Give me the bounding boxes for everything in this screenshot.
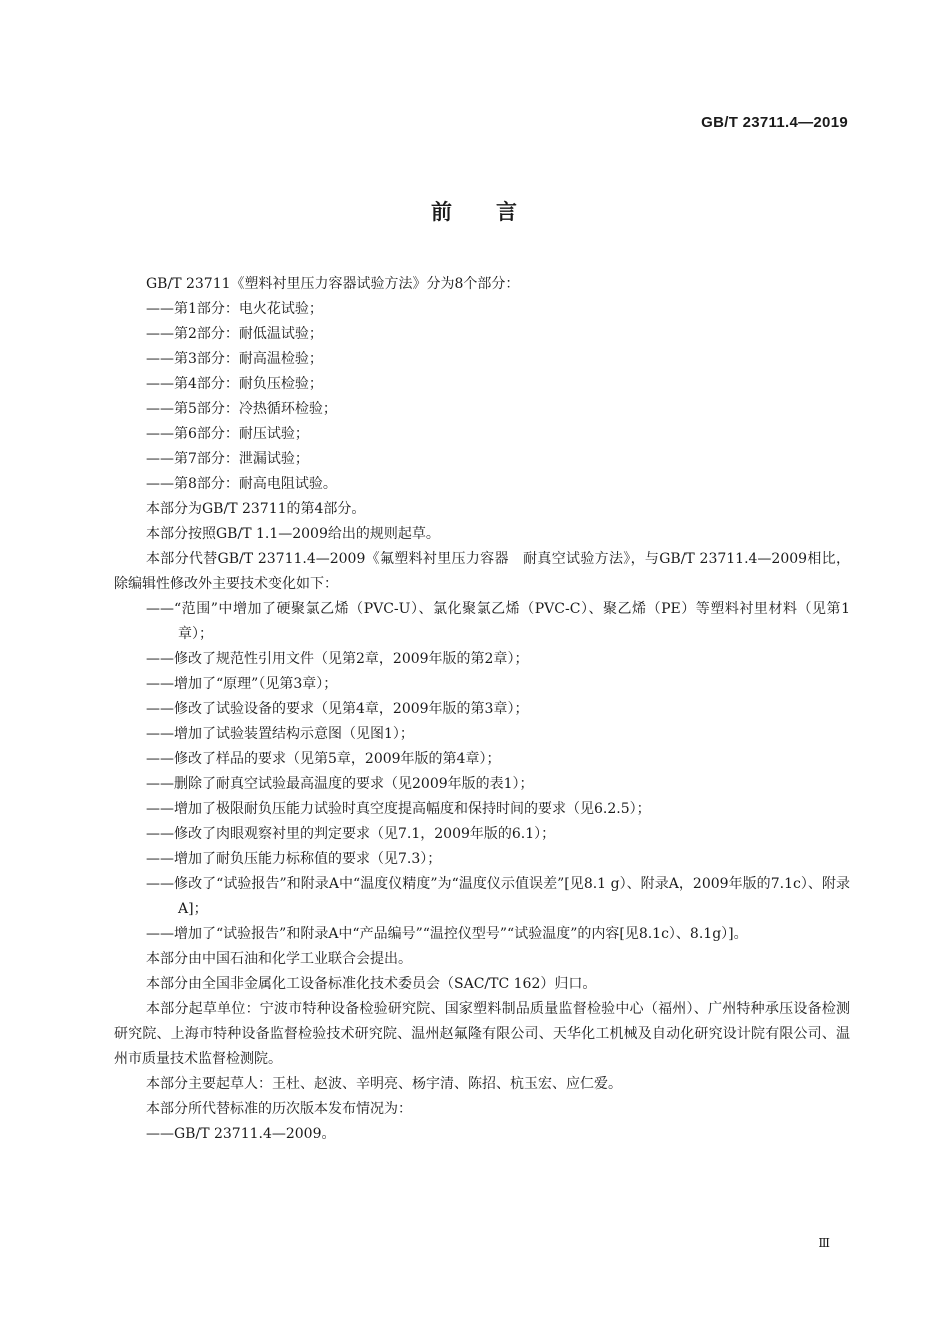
page-number: Ⅲ	[818, 1236, 830, 1250]
list-item: ——第1部分：电火花试验；	[146, 301, 323, 317]
list-item: ——增加了“试验报告”和附录A中“产品编号”“温控仪型号”“试验温度”的内容[见8.1c）、8.1g）]。	[146, 926, 748, 942]
list-item: ——GB/T 23711.4—2009。	[146, 1126, 336, 1142]
paragraph: 本部分代替GB/T 23711.4—2009《氟塑料衬里压力容器 耐真空试验方法》，与GB/T 23711.4—2009相比，除编辑性修改外主要技术变化如下：	[114, 551, 850, 592]
list-item: ——修改了样品的要求（见第5章，2009年版的第4章）；	[146, 751, 501, 767]
paragraph: 本部分由中国石油和化学工业联合会提出。	[146, 951, 412, 967]
list-item: ——修改了试验设备的要求（见第4章，2009年版的第3章）；	[146, 701, 529, 717]
list-item: ——删除了耐真空试验最高温度的要求（见2009年版的表1）；	[146, 776, 534, 792]
title-char-1: 前	[431, 200, 454, 224]
list-item: ——第6部分：耐压试验；	[146, 426, 309, 442]
list-item: ——增加了极限耐负压能力试验时真空度提高幅度和保持时间的要求（见6.2.5）；	[146, 801, 651, 817]
list-item: ——修改了“试验报告”和附录A中“温度仪精度”为“温度仪示值误差”[见8.1 g）、附录A，2009年版的7.1c）、附录A]；	[146, 876, 850, 917]
list-item: ——“范围”中增加了硬聚氯乙烯（PVC-U）、氯化聚氯乙烯（PVC-C）、聚乙烯（PE）等塑料衬里材料（见第1章）；	[146, 601, 850, 642]
list-item: ——修改了肉眼观察衬里的判定要求（见7.1，2009年版的6.1）；	[146, 826, 556, 842]
list-item: ——增加了试验装置结构示意图（见图1）；	[146, 726, 414, 742]
paragraph: 本部分主要起草人：王杜、赵波、辛明亮、杨宇清、陈招、杭玉宏、应仁爱。	[146, 1076, 622, 1092]
paragraph: GB/T 23711《塑料衬里压力容器试验方法》分为8个部分：	[146, 276, 520, 292]
paragraph: 本部分由全国非金属化工设备标准化技术委员会（SAC/TC 162）归口。	[146, 976, 597, 992]
list-item: ——第2部分：耐低温试验；	[146, 326, 323, 342]
paragraph: 本部分为GB/T 23711的第4部分。	[146, 501, 366, 517]
list-item: ——第3部分：耐高温检验；	[146, 351, 323, 367]
foreword-body	[114, 272, 850, 1147]
paragraph: 本部分所代替标准的历次版本发布情况为：	[146, 1101, 412, 1117]
paragraph: 本部分按照GB/T 1.1—2009给出的规则起草。	[146, 526, 440, 542]
paragraph: 本部分起草单位：宁波市特种设备检验研究院、国家塑料制品质量监督检验中心（福州）、广州特种承压设备检测研究院、上海市特种设备监督检验技术研究院、温州赵氟隆有限公司、天华化工机械及自动化研究设计院有限公司、温州市质量技术监督检测院。	[114, 1001, 850, 1067]
list-item: ——修改了规范性引用文件（见第2章，2009年版的第2章）；	[146, 651, 529, 667]
list-item: ——第7部分：泄漏试验；	[146, 451, 309, 467]
list-item: ——第8部分：耐高电阻试验。	[146, 476, 337, 492]
list-item: ——增加了耐负压能力标称值的要求（见7.3）；	[146, 851, 442, 867]
title-char-2: 言	[496, 200, 519, 224]
list-item: ——第4部分：耐负压检验；	[146, 376, 323, 392]
page-title	[0, 196, 950, 226]
list-item: ——第5部分：冷热循环检验；	[146, 401, 337, 417]
list-item: ——增加了“原理”（见第3章）；	[146, 676, 338, 692]
standard-number: GB/T 23711.4—2019	[701, 114, 848, 131]
